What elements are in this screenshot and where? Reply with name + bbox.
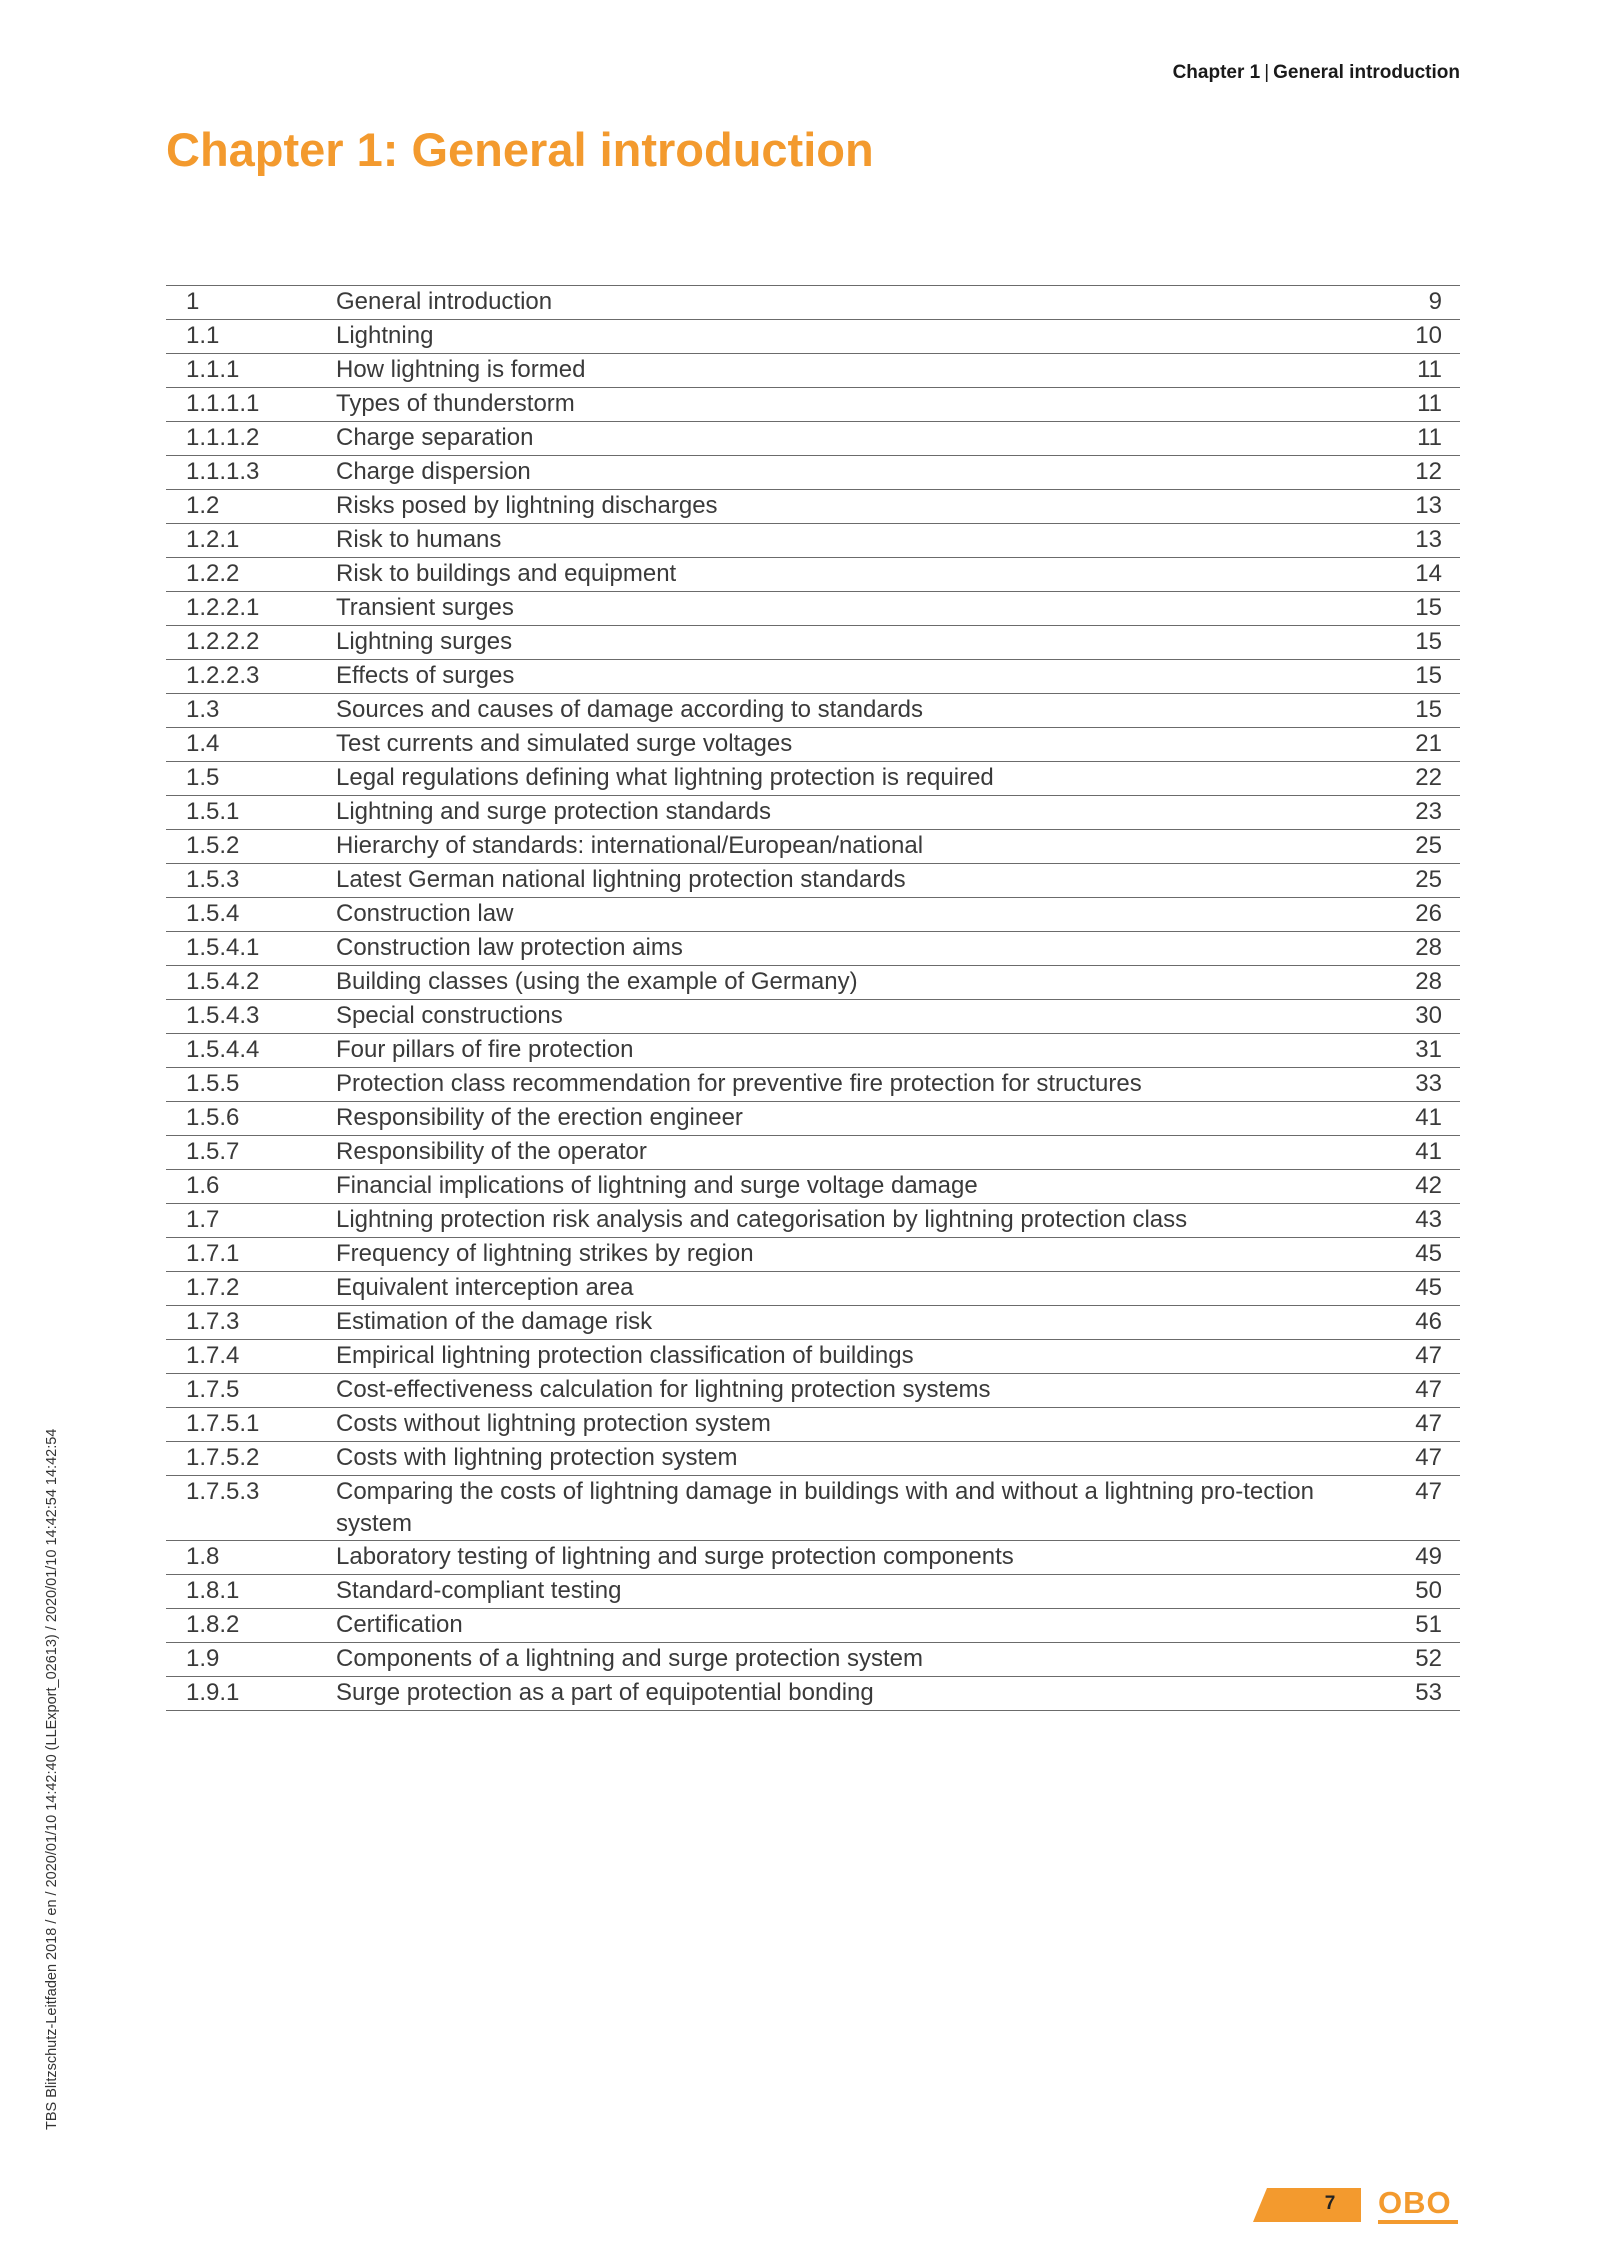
page-number: 7 bbox=[1324, 2193, 1336, 2214]
toc-page: 15 bbox=[1415, 594, 1442, 621]
table-row bbox=[166, 1609, 1460, 1643]
toc-title: Standard-compliant testing bbox=[336, 1577, 622, 1604]
table-of-contents bbox=[166, 285, 1460, 1711]
toc-title: Risk to humans bbox=[336, 526, 502, 553]
toc-title: Estimation of the damage risk bbox=[336, 1308, 653, 1335]
toc-page: 25 bbox=[1415, 866, 1442, 893]
toc-page: 28 bbox=[1415, 968, 1442, 995]
toc-title: Lightning surges bbox=[336, 628, 513, 655]
running-head bbox=[1173, 62, 1460, 84]
toc-page: 11 bbox=[1417, 390, 1442, 417]
toc-number: 1.8.1 bbox=[186, 1577, 240, 1604]
toc-number: 1.9 bbox=[186, 1645, 220, 1672]
toc-number: 1.3 bbox=[186, 696, 220, 723]
toc-page: 15 bbox=[1415, 662, 1442, 689]
toc-title: Components of a lightning and surge protection system bbox=[336, 1645, 924, 1672]
toc-page: 14 bbox=[1415, 560, 1442, 587]
toc-page: 22 bbox=[1415, 764, 1442, 791]
toc-number: 1.7.2 bbox=[186, 1274, 240, 1301]
toc-title: Financial implications of lightning and surge voltage damage bbox=[336, 1172, 978, 1199]
toc-title: Empirical lightning protection classification of buildings bbox=[336, 1342, 914, 1369]
toc-title: Construction law bbox=[336, 900, 514, 927]
toc-number: 1.7.4 bbox=[186, 1342, 240, 1369]
table-row bbox=[166, 490, 1460, 524]
toc-title: Latest German national lightning protection standards bbox=[336, 866, 906, 893]
table-row bbox=[166, 1272, 1460, 1306]
obo-logo-underline bbox=[1378, 2220, 1458, 2224]
toc-number: 1.7.3 bbox=[186, 1308, 240, 1335]
table-row bbox=[166, 1068, 1460, 1102]
table-row bbox=[166, 1476, 1460, 1541]
toc-title: Comparing the costs of lightning damage in buildings with and without a lightning pro-tection system bbox=[336, 1478, 1314, 1537]
toc-number: 1.1.1.3 bbox=[186, 458, 260, 485]
table-row bbox=[166, 728, 1460, 762]
toc-title: How lightning is formed bbox=[336, 356, 586, 383]
table-row bbox=[166, 1408, 1460, 1442]
toc-number: 1.2.1 bbox=[186, 526, 240, 553]
toc-number: 1.2 bbox=[186, 492, 220, 519]
toc-page: 51 bbox=[1415, 1611, 1442, 1638]
toc-page: 30 bbox=[1415, 1002, 1442, 1029]
toc-page: 45 bbox=[1415, 1274, 1442, 1301]
table-row bbox=[166, 1442, 1460, 1476]
toc-title: Equivalent interception area bbox=[336, 1274, 634, 1301]
running-head-separator: | bbox=[1264, 62, 1270, 83]
toc-number: 1.6 bbox=[186, 1172, 220, 1199]
toc-page: 13 bbox=[1415, 492, 1442, 519]
toc-title: Frequency of lightning strikes by region bbox=[336, 1240, 754, 1267]
toc-page: 11 bbox=[1417, 424, 1442, 451]
toc-title: Lightning protection risk analysis and categorisation by lightning protection class bbox=[336, 1206, 1188, 1233]
toc-number: 1.5.7 bbox=[186, 1138, 240, 1165]
toc-number: 1.5.4.4 bbox=[186, 1036, 260, 1063]
toc-number: 1.5.3 bbox=[186, 866, 240, 893]
table-row bbox=[166, 694, 1460, 728]
toc-page: 23 bbox=[1415, 798, 1442, 825]
table-row bbox=[166, 422, 1460, 456]
toc-number: 1.9.1 bbox=[186, 1679, 240, 1706]
toc-number: 1.2.2.3 bbox=[186, 662, 260, 689]
toc-number: 1.7.5.1 bbox=[186, 1410, 260, 1437]
table-row bbox=[166, 762, 1460, 796]
table-row bbox=[166, 660, 1460, 694]
toc-page: 47 bbox=[1415, 1342, 1442, 1369]
toc-page: 13 bbox=[1415, 526, 1442, 553]
toc-title: Surge protection as a part of equipotential bonding bbox=[336, 1679, 874, 1706]
table-row bbox=[166, 898, 1460, 932]
table-row bbox=[166, 388, 1460, 422]
toc-title: Effects of surges bbox=[336, 662, 515, 689]
toc-number: 1.7.5.2 bbox=[186, 1444, 260, 1471]
toc-title: Cost-effectiveness calculation for lightning protection systems bbox=[336, 1376, 991, 1403]
table-row bbox=[166, 1306, 1460, 1340]
table-row bbox=[166, 1204, 1460, 1238]
toc-page: 47 bbox=[1415, 1410, 1442, 1437]
table-row bbox=[166, 1541, 1460, 1575]
toc-title: Costs with lightning protection system bbox=[336, 1444, 738, 1471]
table-row bbox=[166, 864, 1460, 898]
table-row bbox=[166, 626, 1460, 660]
toc-number: 1.7 bbox=[186, 1206, 220, 1233]
toc-number: 1.2.2 bbox=[186, 560, 240, 587]
toc-title: Lightning and surge protection standards bbox=[336, 798, 771, 825]
toc-number: 1.8 bbox=[186, 1543, 220, 1570]
toc-page: 11 bbox=[1417, 356, 1442, 383]
toc-page: 53 bbox=[1415, 1679, 1442, 1706]
table-row bbox=[166, 966, 1460, 1000]
table-row bbox=[166, 1034, 1460, 1068]
toc-page: 9 bbox=[1428, 288, 1442, 315]
toc-page: 28 bbox=[1415, 934, 1442, 961]
table-row bbox=[166, 1102, 1460, 1136]
toc-number: 1.7.5.3 bbox=[186, 1478, 260, 1505]
toc-title: Types of thunderstorm bbox=[336, 390, 575, 417]
toc-number: 1.5.1 bbox=[186, 798, 240, 825]
toc-number: 1.1.1 bbox=[186, 356, 240, 383]
toc-page: 42 bbox=[1415, 1172, 1442, 1199]
toc-page: 15 bbox=[1415, 628, 1442, 655]
table-row bbox=[166, 1677, 1460, 1711]
toc-title: Risks posed by lightning discharges bbox=[336, 492, 718, 519]
toc-number: 1.1 bbox=[186, 322, 220, 349]
toc-title: Legal regulations defining what lightning protection is required bbox=[336, 764, 994, 791]
toc-page: 15 bbox=[1415, 696, 1442, 723]
toc-page: 49 bbox=[1415, 1543, 1442, 1570]
toc-title: Hierarchy of standards: international/European/national bbox=[336, 832, 924, 859]
toc-title: Building classes (using the example of Germany) bbox=[336, 968, 858, 995]
toc-page: 43 bbox=[1415, 1206, 1442, 1233]
toc-page: 52 bbox=[1415, 1645, 1442, 1672]
toc-number: 1.1.1.1 bbox=[186, 390, 260, 417]
table-row bbox=[166, 796, 1460, 830]
toc-title: Responsibility of the operator bbox=[336, 1138, 647, 1165]
toc-number: 1.8.2 bbox=[186, 1611, 240, 1638]
table-row bbox=[166, 1340, 1460, 1374]
toc-page: 31 bbox=[1415, 1036, 1442, 1063]
toc-title: Costs without lightning protection system bbox=[336, 1410, 771, 1437]
toc-page: 26 bbox=[1415, 900, 1442, 927]
table-row bbox=[166, 320, 1460, 354]
toc-number: 1.4 bbox=[186, 730, 220, 757]
table-row bbox=[166, 354, 1460, 388]
table-row bbox=[166, 1238, 1460, 1272]
toc-number: 1.5.4.1 bbox=[186, 934, 260, 961]
toc-number: 1.5.4.3 bbox=[186, 1002, 260, 1029]
toc-title: Sources and causes of damage according to standards bbox=[336, 696, 924, 723]
toc-page: 47 bbox=[1415, 1444, 1442, 1471]
toc-title: Laboratory testing of lightning and surge protection components bbox=[336, 1543, 1014, 1570]
table-row bbox=[166, 558, 1460, 592]
toc-page: 46 bbox=[1415, 1308, 1442, 1335]
table-row bbox=[166, 1170, 1460, 1204]
table-row bbox=[166, 830, 1460, 864]
table-row bbox=[166, 932, 1460, 966]
toc-page: 45 bbox=[1415, 1240, 1442, 1267]
table-row bbox=[166, 1000, 1460, 1034]
running-head-section: General introduction bbox=[1273, 62, 1460, 83]
table-row bbox=[166, 592, 1460, 626]
toc-page: 21 bbox=[1415, 730, 1442, 757]
toc-title: Four pillars of fire protection bbox=[336, 1036, 634, 1063]
table-row bbox=[166, 1643, 1460, 1677]
toc-page: 41 bbox=[1415, 1104, 1442, 1131]
toc-number: 1.2.2.1 bbox=[186, 594, 260, 621]
toc-title: Charge dispersion bbox=[336, 458, 531, 485]
table-row bbox=[166, 286, 1460, 320]
table-row bbox=[166, 456, 1460, 490]
toc-title: Special constructions bbox=[336, 1002, 563, 1029]
toc-title: Responsibility of the erection engineer bbox=[336, 1104, 743, 1131]
toc-number: 1.5.4.2 bbox=[186, 968, 260, 995]
toc-page: 50 bbox=[1415, 1577, 1442, 1604]
toc-number: 1.5.4 bbox=[186, 900, 240, 927]
print-metadata-note: TBS Blitzschutz-Leitfaden 2018 / en / 2020/01/10 14:42:40 (LLExport_02613) / 2020/01/10 14:42:54 14:42:54 bbox=[44, 1428, 60, 2130]
page-title: Chapter 1: General introduction bbox=[166, 123, 874, 176]
toc-number: 1 bbox=[186, 288, 200, 315]
toc-number: 1.1.1.2 bbox=[186, 424, 260, 451]
table-row bbox=[166, 524, 1460, 558]
table-row bbox=[166, 1374, 1460, 1408]
toc-number: 1.2.2.2 bbox=[186, 628, 260, 655]
toc-title: Certification bbox=[336, 1611, 463, 1638]
toc-page: 47 bbox=[1415, 1376, 1442, 1403]
toc-page: 25 bbox=[1415, 832, 1442, 859]
obo-logo: OBO bbox=[1378, 2185, 1452, 2220]
toc-title: General introduction bbox=[336, 288, 553, 315]
toc-title: Protection class recommendation for preventive fire protection for structures bbox=[336, 1070, 1142, 1097]
toc-title: Lightning bbox=[336, 322, 434, 349]
table-row bbox=[166, 1136, 1460, 1170]
toc-page: 33 bbox=[1415, 1070, 1442, 1097]
toc-title: Charge separation bbox=[336, 424, 534, 451]
toc-number: 1.7.5 bbox=[186, 1376, 240, 1403]
toc-page: 41 bbox=[1415, 1138, 1442, 1165]
toc-number: 1.7.1 bbox=[186, 1240, 240, 1267]
toc-title: Risk to buildings and equipment bbox=[336, 560, 677, 587]
toc-title: Test currents and simulated surge voltages bbox=[336, 730, 793, 757]
table-row bbox=[166, 1575, 1460, 1609]
toc-number: 1.5.2 bbox=[186, 832, 240, 859]
toc-number: 1.5.5 bbox=[186, 1070, 240, 1097]
toc-number: 1.5.6 bbox=[186, 1104, 240, 1131]
toc-page: 10 bbox=[1415, 322, 1442, 349]
toc-page: 47 bbox=[1415, 1478, 1442, 1505]
toc-title: Transient surges bbox=[336, 594, 514, 621]
running-head-chapter: Chapter 1 bbox=[1172, 62, 1261, 83]
toc-page: 12 bbox=[1415, 458, 1442, 485]
toc-title: Construction law protection aims bbox=[336, 934, 683, 961]
toc-number: 1.5 bbox=[186, 764, 220, 791]
